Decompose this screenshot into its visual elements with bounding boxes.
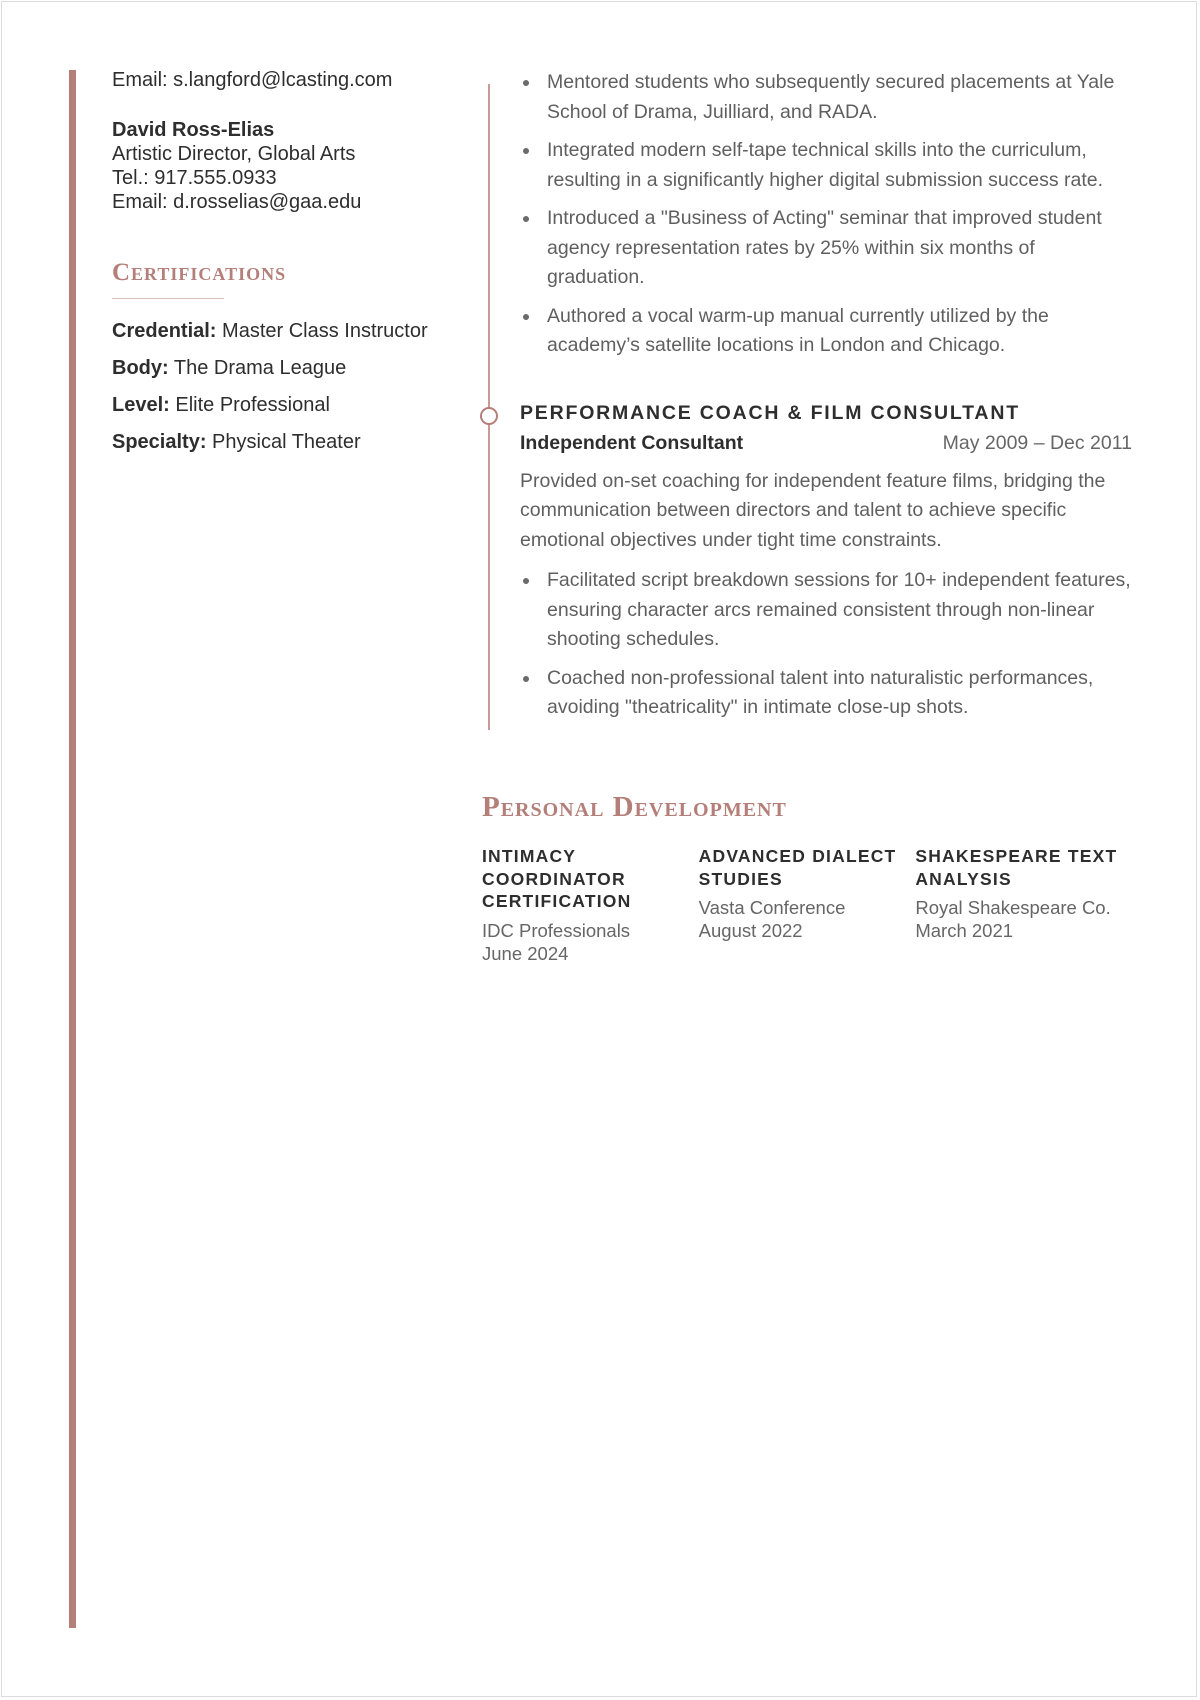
list-item — [520, 566, 1132, 655]
pd-item — [915, 845, 1132, 965]
reference-email[interactable]: Email: d.rosselias@gaa.edu — [112, 191, 362, 213]
pd-title: ADVANCED DIALECT STUDIES — [698, 846, 897, 889]
pd-item — [699, 845, 916, 965]
left-column — [112, 68, 452, 463]
job-bullets — [520, 566, 1132, 723]
reference-tel[interactable]: Tel.: 917.555.0933 — [112, 167, 277, 189]
cert-body — [112, 352, 452, 384]
job-dates: May 2009 – Dec 2011 — [942, 431, 1132, 454]
bullet-text: Coached non-professional talent into naturalistic performances, avoiding "theatricality" in intimate close-up shots. — [547, 666, 1094, 718]
pd-item — [482, 845, 699, 965]
bullet-text: Introduced a "Business of Acting" seminar that improved student agency representation rates by 25% within six months of graduation. — [547, 207, 1102, 288]
reference-role: Artistic Director, Global Arts — [112, 143, 356, 165]
pd-date: March 2021 — [915, 920, 1014, 941]
reference-name: David Ross-Elias — [112, 119, 275, 141]
cert-key: Level: — [112, 394, 170, 416]
job-company: Independent Consultant — [520, 431, 744, 454]
personal-development-title: Personal Development — [482, 791, 787, 823]
reference-block — [112, 118, 452, 214]
pd-date: June 2024 — [482, 942, 569, 964]
list-item — [520, 68, 1132, 127]
list-item — [520, 136, 1132, 195]
title-divider — [112, 298, 224, 299]
certifications-list — [112, 315, 452, 458]
accent-bar — [69, 70, 76, 1628]
contact-email[interactable]: Email: s.langford@lcasting.com — [112, 69, 393, 91]
bullet-text: Authored a vocal warm-up manual currently utilized by the academy’s satellite locations in London and Chicago. — [547, 304, 1049, 356]
list-item — [520, 664, 1132, 723]
cert-key: Specialty: — [112, 431, 207, 453]
pd-org: IDC Professionals — [482, 919, 631, 941]
job-entry — [520, 401, 1132, 723]
timeline-node-icon — [480, 407, 498, 425]
cert-specialty — [112, 426, 452, 458]
bullet-text: Integrated modern self-tape technical skills into the curriculum, resulting in a significantly higher digital submission success rate. — [547, 139, 1104, 191]
bullet-text: Facilitated script breakdown sessions for 10+ independent features, ensuring character arcs remained consistent through non-linear shooting schedules. — [547, 569, 1131, 650]
experience-column — [520, 68, 1132, 732]
cert-credential — [112, 315, 452, 347]
list-item — [520, 204, 1132, 293]
pd-title: INTIMACY COORDINATOR CERTIFICATION — [482, 846, 632, 911]
bullet-icon — [523, 148, 529, 154]
cert-key: Body: — [112, 357, 169, 379]
cert-key: Credential: — [112, 320, 217, 342]
cert-value: The Drama League — [173, 357, 347, 379]
list-item — [520, 302, 1132, 361]
bullet-icon — [523, 80, 529, 86]
bullet-icon — [523, 578, 529, 584]
pd-org: Royal Shakespeare Co. — [915, 897, 1111, 918]
pd-title: SHAKESPEARE TEXT ANALYSIS — [915, 846, 1118, 889]
job-description: Provided on-set coaching for independent feature films, bridging the communication between directors and talent to achieve specific emotional objectives under tight time constraints. — [520, 469, 1106, 551]
job-meta — [520, 430, 1132, 456]
pd-date: August 2022 — [698, 920, 803, 941]
bullet-icon — [523, 676, 529, 682]
pd-org: Vasta Conference — [698, 897, 846, 918]
certifications-title: Certifications — [112, 259, 287, 286]
previous-job-bullets — [520, 68, 1132, 361]
cert-level — [112, 389, 452, 421]
personal-development-grid — [482, 845, 1132, 965]
cert-value: Physical Theater — [212, 431, 361, 453]
bullet-text: Mentored students who subsequently secured placements at Yale School of Drama, Juilliard, and RADA. — [547, 71, 1115, 123]
bullet-icon — [523, 216, 529, 222]
cert-value: Master Class Instructor — [222, 320, 428, 342]
job-title: PERFORMANCE COACH & FILM CONSULTANT — [520, 401, 1020, 424]
bullet-icon — [523, 314, 529, 320]
personal-development-section — [482, 789, 1132, 965]
cert-value: Elite Professional — [175, 394, 330, 416]
